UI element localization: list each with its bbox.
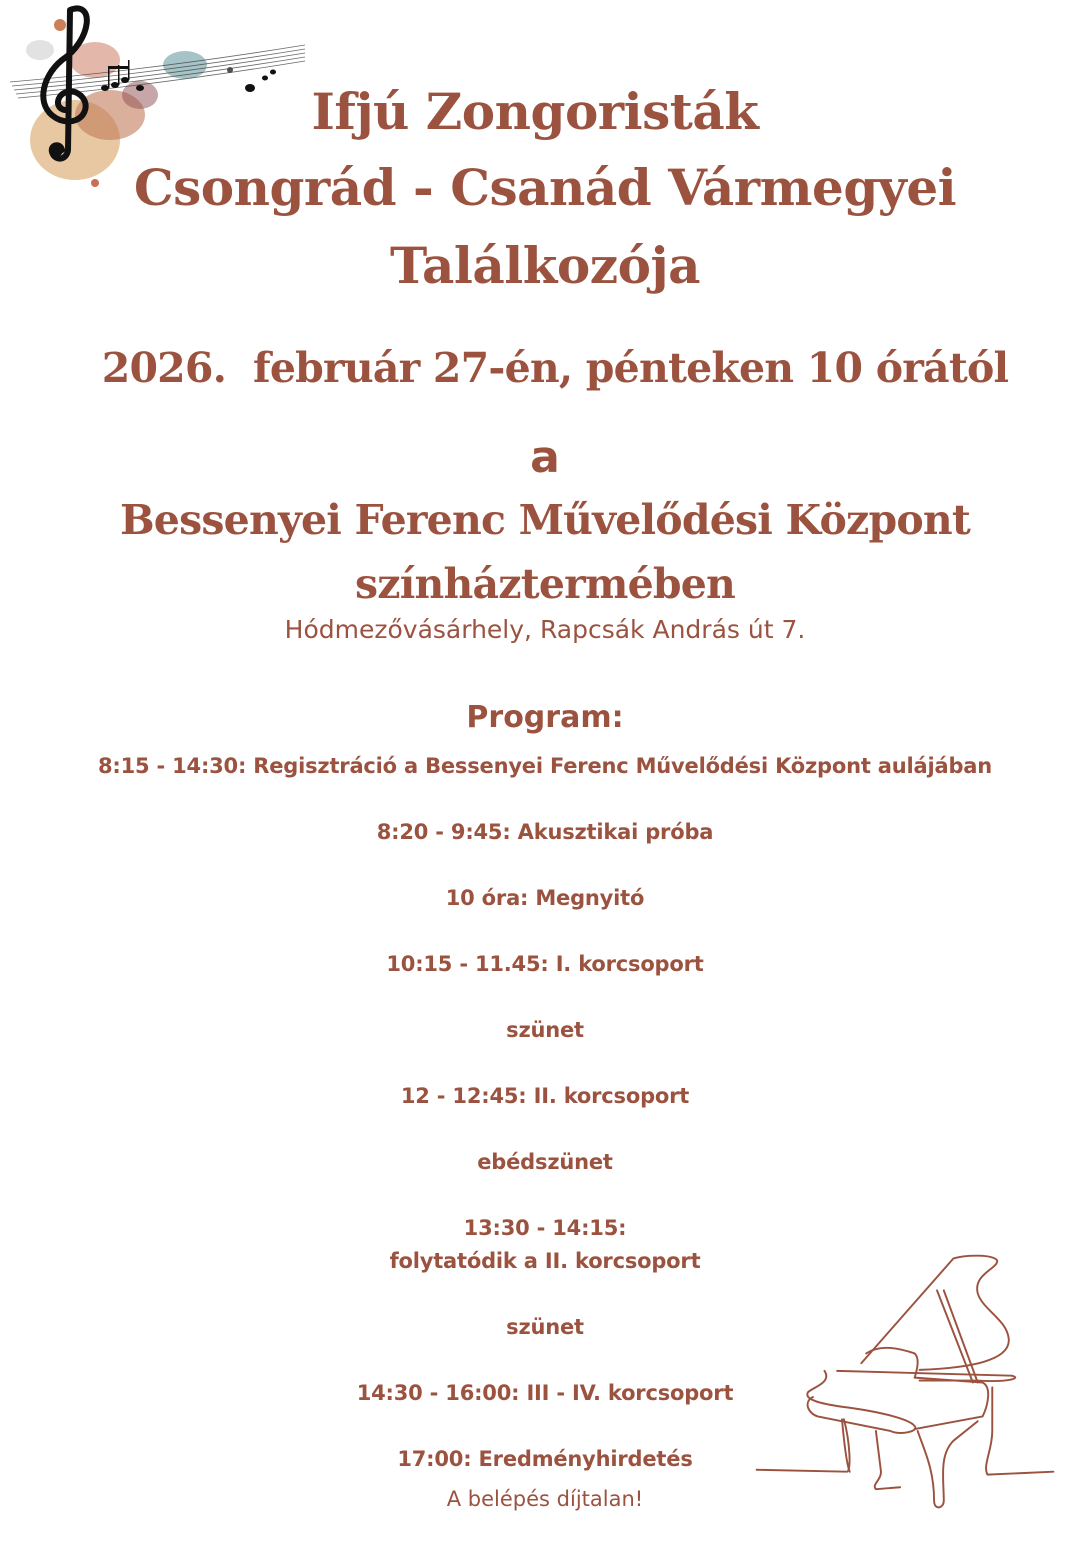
grand-piano-icon bbox=[745, 1245, 1065, 1520]
program-item: 10:15 - 11.45: I. korcsoport bbox=[386, 952, 704, 976]
connector-word: a bbox=[530, 432, 560, 483]
program-item: 8:15 - 14:30: Regisztráció a Bessenyei Ferenc Művelődési Központ aulájában bbox=[97, 754, 993, 778]
program-item: ebédszünet bbox=[477, 1150, 613, 1174]
title-line-2: Csongrád - Csanád Vármegyei bbox=[133, 158, 957, 217]
venue-name: Bessenyei Ferenc Művelődési Központ bbox=[119, 496, 971, 544]
program-item: szünet bbox=[506, 1018, 584, 1042]
program-item: 8:20 - 9:45: Akusztikai próba bbox=[376, 820, 714, 844]
title-line-1: Ifjú Zongoristák bbox=[311, 82, 759, 141]
event-date: 2026. február 27-én, pénteken 10 órától bbox=[101, 344, 1009, 392]
venue-room: színháztermében bbox=[354, 560, 736, 608]
program-item: 14:30 - 16:00: III - IV. korcsoport bbox=[356, 1381, 734, 1405]
program-item: 17:00: Eredményhirdetés bbox=[397, 1447, 693, 1471]
program-item: folytatódik a II. korcsoport bbox=[389, 1249, 701, 1273]
program-item: szünet bbox=[506, 1315, 584, 1339]
program-item: 13:30 - 14:15: bbox=[463, 1216, 627, 1240]
title-line-3: Találkozója bbox=[390, 236, 700, 295]
free-entry-note: A belépés díjtalan! bbox=[446, 1487, 644, 1511]
program-title: Program: bbox=[466, 700, 624, 735]
program-item: 10 óra: Megnyitó bbox=[445, 886, 645, 910]
venue-address: Hódmezővásárhely, Rapcsák András út 7. bbox=[284, 615, 806, 644]
program-item: 12 - 12:45: II. korcsoport bbox=[400, 1084, 690, 1108]
